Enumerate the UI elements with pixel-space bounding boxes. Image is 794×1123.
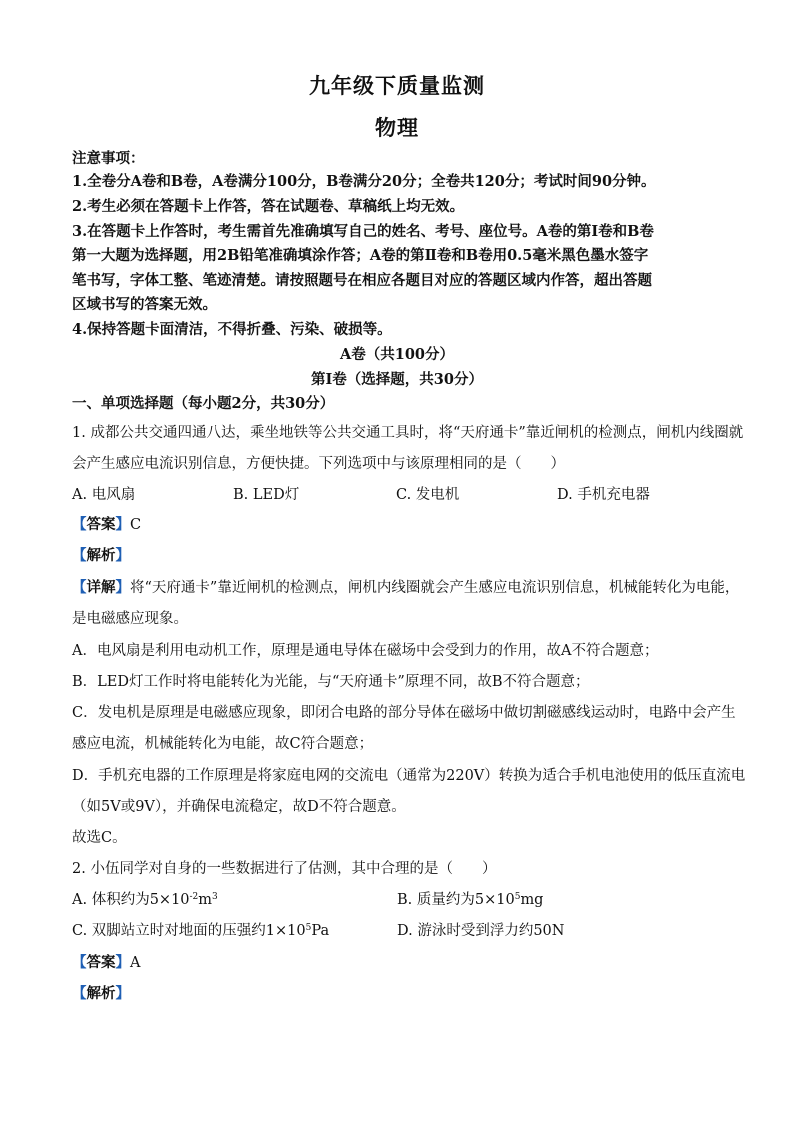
q1-option-c: C. 发电机 [396, 487, 460, 503]
q2-option-a: A. 体积约为$5\times 10^{-2}m^3$ [72, 892, 218, 908]
q1-detail-text: 将“天府通卡”靠近闸机的检测点，闸机内线圈就会产生感应电流识别信息，机械能转化为电能， [130, 580, 740, 596]
q2-option-b: B. 质量约为$5\times 10^5mg$ [397, 892, 544, 908]
analysis-tag: 解析 [86, 985, 116, 1002]
q1-stem-line-1: 1. 成都公共交通四通八达，乘坐地铁等公共交通工具时，将“天府通卡”靠近闸机的检测点，闸机内线圈就 [72, 425, 744, 441]
notice-item-3-line-2: 第一大题为选择题，用2B铅笔准确填涂作答；A卷的第Ⅱ卷和B卷用0.5毫米黑色墨水签字 [72, 247, 649, 264]
q2-analysis: 【解析】 [72, 985, 130, 1002]
section-heading: 一、单项选择题（每小题2分，共30分） [72, 395, 335, 412]
q1-detail-line-2: 是电磁感应现象。 [72, 611, 188, 627]
q1-explain-d-line-2: （如5V或9V），并确保电流稳定，故D不符合题意。 [72, 799, 406, 815]
q1-option-d: D. 手机充电器 [557, 487, 650, 503]
q2-option-c: C. 双脚站立时对地面的压强约$1\times 10^5Pa$ [72, 923, 330, 939]
notice-heading: 注意事项： [72, 150, 145, 167]
q1-conclusion: 故选C。 [72, 830, 127, 846]
exam-subject: 物理 [375, 115, 419, 140]
detail-tag: 详解 [86, 579, 116, 596]
exam-title: 九年级下质量监测 [309, 73, 485, 98]
q1-explain-b: B．LED灯工作时将电能转化为光能，与“天府通卡”原理不同，故B不符合题意； [72, 674, 590, 690]
part-heading: 第Ⅰ卷（选择题，共30分） [311, 371, 483, 388]
q2-answer-value: A [130, 955, 141, 971]
volume-heading: A卷（共100分） [339, 346, 455, 363]
q1-explain-c-line-1: C．发电机是原理是电磁感应现象，即闭合电路的部分导体在磁场中做切割磁感线运动时，电路中会产生 [72, 705, 736, 721]
q1-detail-line-1: 【详解】将“天府通卡”靠近闸机的检测点，闸机内线圈就会产生感应电流识别信息，机械能转化为电能， [72, 579, 740, 596]
q1-option-b: B. LED灯 [233, 487, 300, 503]
notice-item-3-line-3: 笔书写，字体工整、笔迹清楚。请按照题号在相应各题目对应的答题区域内作答，超出答题 [72, 272, 652, 289]
q2-stem: 2. 小伍同学对自身的一些数据进行了估测，其中合理的是（ ） [72, 861, 497, 877]
notice-item-3-line-4: 区域书写的答案无效。 [72, 296, 217, 313]
notice-item-1: 1.全卷分A卷和B卷，A卷满分100分，B卷满分20分；全卷共120分；考试时间90分钟。 [72, 173, 656, 190]
notice-item-2: 2.考生必须在答题卡上作答，答在试题卷、草稿纸上均无效。 [72, 198, 465, 215]
answer-tag: 答案 [86, 516, 116, 533]
q2-answer: 【答案】A [72, 954, 141, 971]
answer-tag: 答案 [86, 954, 116, 971]
q2-option-d: D. 游泳时受到浮力约50N [397, 923, 565, 939]
analysis-tag: 解析 [86, 547, 116, 564]
notice-item-3-line-1: 3.在答题卡上作答时，考生需首先准确填写自己的姓名、考号、座位号。A卷的第Ⅰ卷和B卷 [72, 223, 654, 240]
q1-option-a: A. 电风扇 [72, 487, 136, 503]
q1-answer: 【答案】C [72, 516, 142, 533]
q1-explain-a: A．电风扇是利用电动机工作，原理是通电导体在磁场中会受到力的作用，故A不符合题意； [72, 643, 659, 659]
q1-answer-value: C [130, 517, 142, 533]
q1-explain-d-line-1: D．手机充电器的工作原理是将家庭电网的交流电（通常为220V）转换为适合手机电池使用的低压直流电 [72, 768, 746, 784]
q1-stem-line-2: 会产生感应电流识别信息，方便快捷。下列选项中与该原理相同的是（ ） [72, 456, 565, 472]
notice-item-4: 4.保持答题卡面清洁，不得折叠、污染、破损等。 [72, 321, 392, 338]
q1-analysis: 【解析】 [72, 547, 130, 564]
q1-explain-c-line-2: 感应电流，机械能转化为电能，故C符合题意； [72, 736, 374, 752]
